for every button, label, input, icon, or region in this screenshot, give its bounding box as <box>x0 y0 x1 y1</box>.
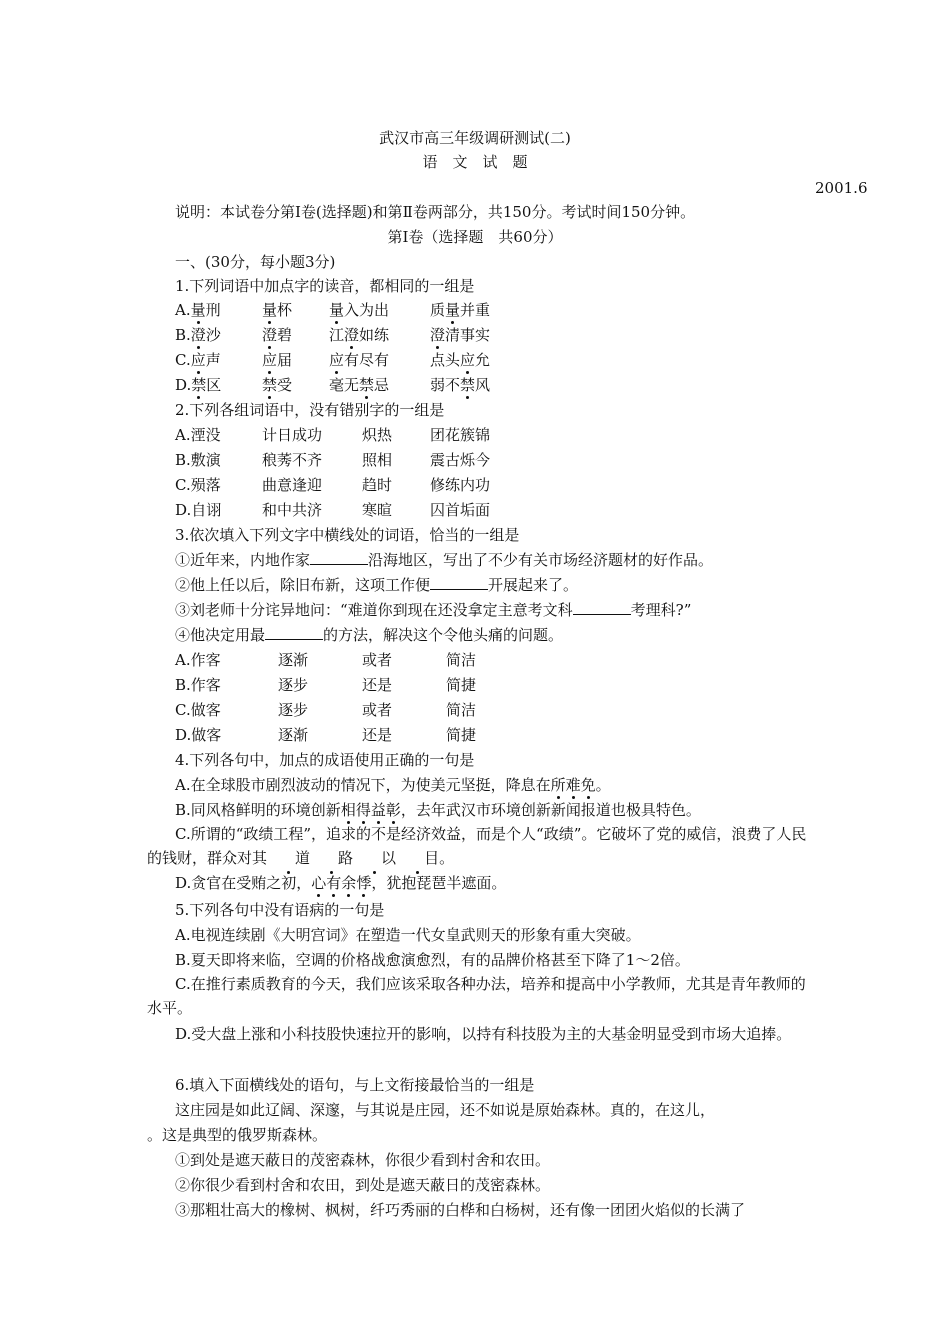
q2-a-4: 团花簇锦 <box>430 426 491 444</box>
q2-d-1: D.自诩 <box>175 501 222 519</box>
q2-a-3: 炽热 <box>362 426 393 444</box>
q6-option-1: ①到处是遮天蔽日的茂密森林，你很少看到村舍和农田。 <box>175 1151 551 1169</box>
q6-passage: 这庄园是如此辽阔、深邃，与其说是庄园，还不如说是原始森林。真的，在这儿， <box>175 1101 716 1119</box>
q1-d-3: 毫无禁忌 <box>329 376 390 394</box>
q6-passage-end: 。这是典型的俄罗斯森林。 <box>147 1126 328 1144</box>
dotted-idiom: 所难免 <box>550 776 596 794</box>
q3-c-1: C.做客 <box>175 701 221 719</box>
q1-c-2: 应届 <box>262 351 293 369</box>
q2-b-2: 稂莠不齐 <box>262 451 323 469</box>
q2-c-2: 曲意逢迎 <box>262 476 323 494</box>
q3-d-1: D.做客 <box>175 726 222 744</box>
q1-d-4: 弱不禁风 <box>430 376 491 394</box>
q1-a-4: 质量并重 <box>430 301 491 319</box>
q3-b-1: B.作客 <box>175 676 221 694</box>
q3-a-4: 简洁 <box>446 651 477 669</box>
q2-d-2: 和中共济 <box>262 501 323 519</box>
q2-d-4: 囚首垢面 <box>430 501 491 519</box>
exam-date: 2001.6 <box>815 179 868 197</box>
q1-stem: 1.下列词语中加点字的读音，都相同的一组是 <box>175 277 475 295</box>
q1-d-1: D.禁区 <box>175 376 222 394</box>
q3-b-2: 逐步 <box>278 676 309 694</box>
q2-a-2: 计日成功 <box>262 426 323 444</box>
q2-d-3: 寒暄 <box>362 501 393 519</box>
q6-option-2: ②你很少看到村舍和农田，到处是遮天蔽日的茂密森林。 <box>175 1176 551 1194</box>
q1-b-4: 澄清事实 <box>430 326 491 344</box>
q3-d-2: 逐渐 <box>278 726 309 744</box>
q4-option-a: A.在全球股市剧烈波动的情况下，为使美元坚挺，降息在所难免。 <box>175 776 611 794</box>
q3-stem: 3.依次填入下列文字中横线处的词语，恰当的一组是 <box>175 526 520 544</box>
q1-b-1: B.澄沙 <box>175 326 221 344</box>
q1-a-3: 量入为出 <box>329 301 390 319</box>
q3-b-3: 还是 <box>362 676 393 694</box>
q3-c-4: 简洁 <box>446 701 477 719</box>
dotted-idiom: 心有余悸 <box>311 874 372 892</box>
q5-option-d: D.受大盘上涨和小科技股快速拉开的影响，以持有科技股为主的大基金明显受到市场大追捧。 <box>175 1025 792 1043</box>
q1-c-4: 点头应允 <box>430 351 491 369</box>
q3-sentence-1: ①近年来，内地作家 沿海地区，写出了不少有关市场经济题材的好作品。 <box>175 551 714 569</box>
q6-option-3: ③那粗壮高大的橡树、枫树，纤巧秀丽的白桦和白杨树，还有像一团团火焰似的长满了 <box>175 1201 746 1219</box>
q3-a-1: A.作客 <box>175 651 221 669</box>
q3-c-2: 逐步 <box>278 701 309 719</box>
q1-a-1: A.量刑 <box>175 301 221 319</box>
q5-option-b: B.夏天即将来临，空调的价格战愈演愈烈，有的品牌价格甚至下降了1～2倍。 <box>175 951 690 969</box>
q2-b-4: 震古烁今 <box>430 451 491 469</box>
dotted-idiom: 相得益彰 <box>340 801 401 819</box>
section-heading: 一、(30分，每小题3分) <box>175 253 336 271</box>
exam-instructions: 说明：本试卷分第Ⅰ卷(选择题)和第Ⅱ卷两部分，共150分。考试时间150分钟。 <box>175 203 696 221</box>
q3-sentence-4: ④他决定用最 的方法，解决这个令他头痛的问题。 <box>175 626 564 644</box>
q5-option-c: C.在推行素质教育的今天，我们应该采取各种办法，培养和提高中小学教师，尤其是青年教师的水平。 <box>147 975 806 1017</box>
q3-b-4: 简捷 <box>446 676 477 694</box>
q1-b-3: 江澄如练 <box>329 326 390 344</box>
q1-c-1: C.应声 <box>175 351 221 369</box>
q2-b-3: 照相 <box>362 451 393 469</box>
q1-d-2: 禁受 <box>262 376 293 394</box>
q1-a-2: 量杯 <box>262 301 293 319</box>
q2-c-1: C.殒落 <box>175 476 221 494</box>
q5-stem: 5.下列各句中没有语病的一句是 <box>175 901 385 919</box>
q3-c-3: 或者 <box>362 701 393 719</box>
q3-d-4: 简捷 <box>446 726 477 744</box>
q2-c-4: 修练内功 <box>430 476 491 494</box>
exam-title: 武汉市高三年级调研测试(二) <box>379 129 571 147</box>
q6-stem: 6.填入下面横线处的语句，与上文衔接最恰当的一组是 <box>175 1076 535 1094</box>
q1-b-2: 澄碧 <box>262 326 293 344</box>
q4-option-c: C.所谓的“政绩工程”，追求的不是经济效益，而是个人“政绩”。它破坏了党的威信，浪费了人民的钱财，群众对其 道 路 以 目。 <box>147 822 812 870</box>
exam-subtitle: 语 文 试 题 <box>422 153 528 171</box>
q3-d-3: 还是 <box>362 726 393 744</box>
q3-a-2: 逐渐 <box>278 651 309 669</box>
q2-b-1: B.敷演 <box>175 451 221 469</box>
q1-c-3: 应有尽有 <box>329 351 390 369</box>
q4-option-d: D.贪官在受贿之初，心有余悸，犹抱琵琶半遮面。 <box>175 874 507 892</box>
volume-heading: 第Ⅰ卷（选择题 共60分） <box>387 228 563 246</box>
q2-stem: 2.下列各组词语中，没有错别字的一组是 <box>175 401 445 419</box>
q3-a-3: 或者 <box>362 651 393 669</box>
q2-c-3: 趋时 <box>362 476 393 494</box>
fill-blank <box>310 550 368 565</box>
fill-blank <box>265 625 323 640</box>
q3-sentence-2: ②他上任以后，除旧布新，这项工作便 开展起来了。 <box>175 576 579 594</box>
q5-option-a: A.电视连续剧《大明宫词》在塑造一代女皇武则天的形象有重大突破。 <box>175 926 641 944</box>
fill-blank <box>573 600 631 615</box>
dotted-idiom: 道 路 以 目 <box>267 849 439 867</box>
q2-a-1: A.湮没 <box>175 426 221 444</box>
q4-stem: 4.下列各句中，加点的成语使用正确的一句是 <box>175 751 475 769</box>
q4-option-b: B.同风格鲜明的环境创新相得益彰，去年武汉市环境创新新闻报道也极具特色。 <box>175 801 701 819</box>
fill-blank <box>430 575 488 590</box>
q3-sentence-3: ③刘老师十分诧异地问：“难道你到现在还没拿定主意考文科 考理科?” <box>175 601 692 619</box>
